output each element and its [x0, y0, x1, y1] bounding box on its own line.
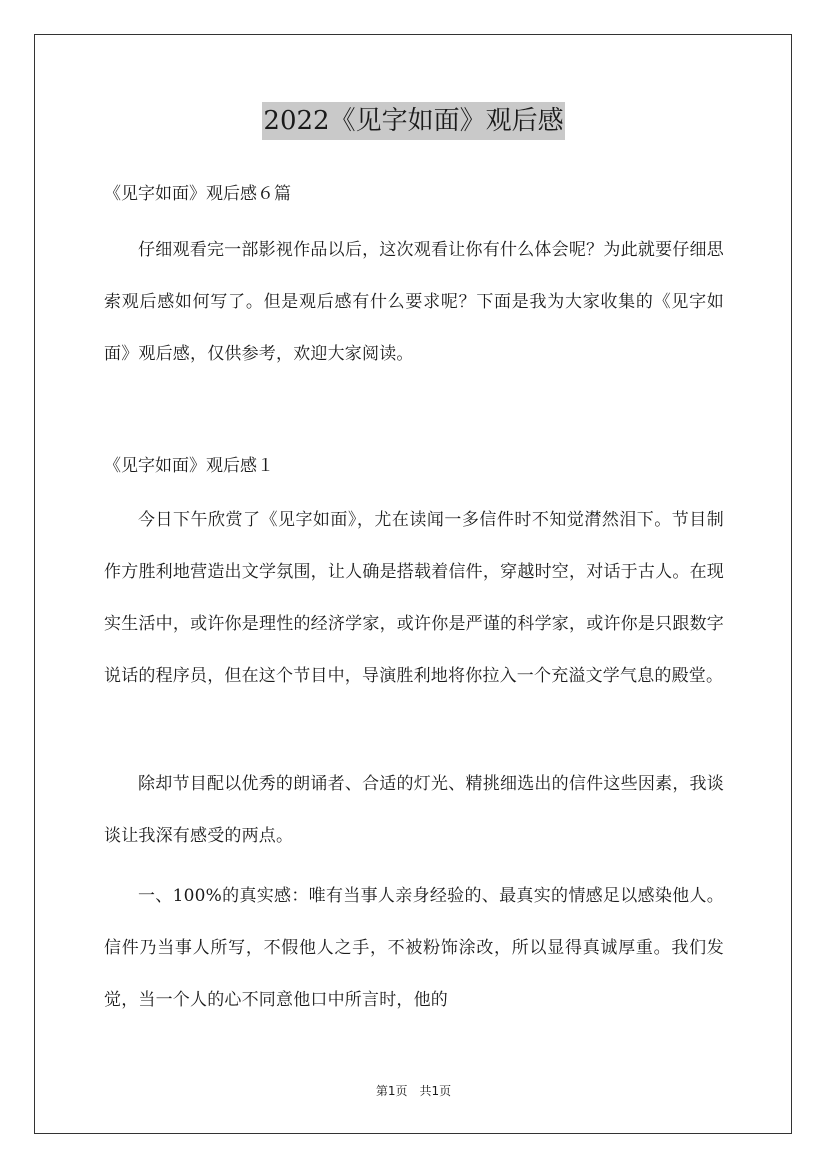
page-footer [0, 1083, 827, 1099]
body-paragraph-2: 除却节目配以优秀的朗诵者、合适的灯光、精挑细选出的信件这些因素，我谈谈让我深有感受的两点。 [104, 774, 724, 846]
body-paragraph-1: 今日下午欣赏了《见字如面》，尤在读闻一多信件时不知觉潸然泪下。节目制作方胜利地营造出文学氛围，让人确是搭载着信件，穿越时空，对话于古人。在现实生活中，或许你是理性的经济学家，或许你是严谨的科学家，或许你是只跟数字说话的程序员，但在这个节目中，导演胜利地将你拉入一个充溢文学气息的殿堂。 [104, 510, 724, 686]
intro-paragraph: 仔细观看完一部影视作品以后，这次观看让你有什么体会呢？为此就要仔细思索观后感如何写了。但是观后感有什么要求呢？下面是我为大家收集的《见字如面》观后感，仅供参考，欢迎大家阅读。 [104, 240, 724, 364]
section-heading: 《见字如面》观后感１ [104, 456, 274, 476]
page-total: 共1页 [419, 1084, 452, 1098]
document-subtitle: 《见字如面》观后感６篇 [104, 184, 291, 204]
document-title: 2022《见字如面》观后感 [262, 102, 564, 140]
title-container [0, 102, 827, 140]
body-paragraph-3: 一、100%的真实感：唯有当事人亲身经验的、最真实的情感足以感染他人。信件乃当事人所写，不假他人之手，不被粉饰涂改，所以显得真诚厚重。我们发觉，当一个人的心不同意他口中所言时，他的 [104, 886, 724, 1010]
page-number: 第1页 [375, 1084, 408, 1098]
